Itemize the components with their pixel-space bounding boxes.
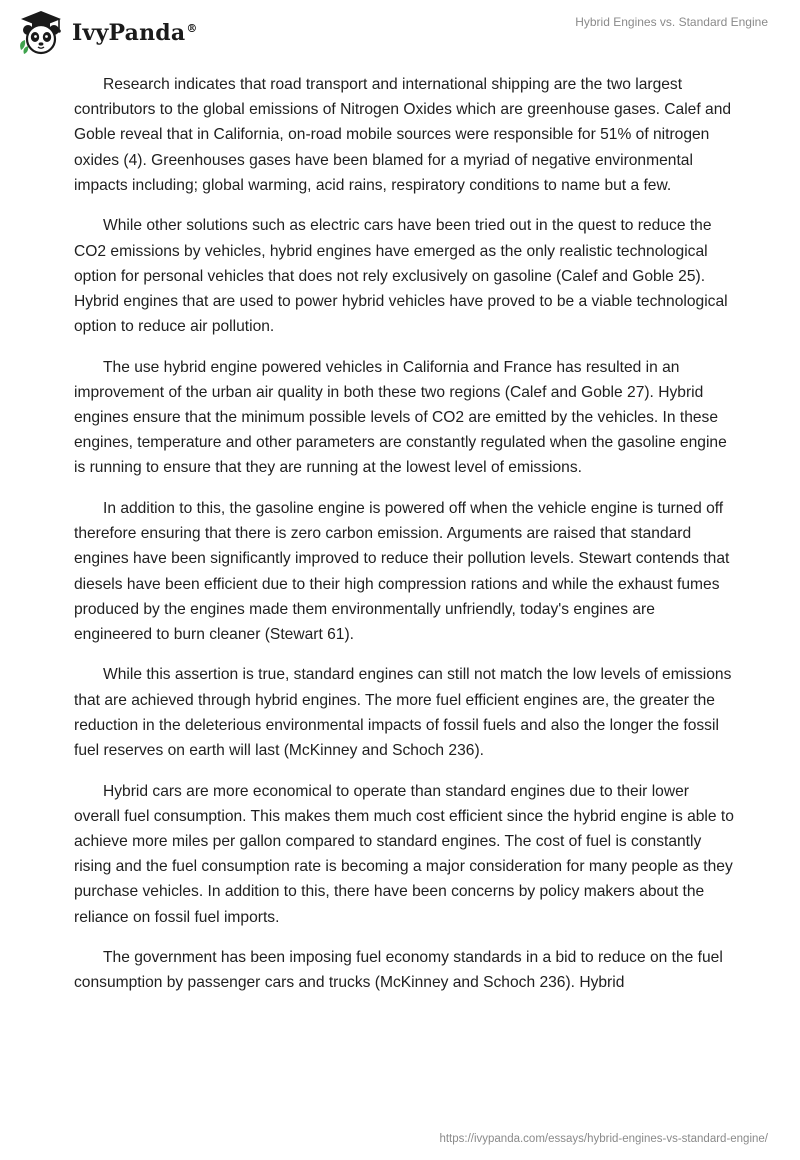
brand-name (72, 22, 198, 44)
page-header (0, 0, 800, 60)
paragraph: Research indicates that road transport and international shipping are the two largest contributors to the global emissions of Nitrogen Oxides which are greenhouse gases. Calef and Goble reveal that in California, on-road mobile sources were responsible for 51% of nitrogen oxides (4). Greenhouses gases have been blamed for a myriad of negative environmental impacts including; global warming, acid rains, respiratory conditions to name but a few. (74, 76, 732, 194)
paragraph: While this assertion is true, standard engines can still not match the low levels of emissions that are achieved through hybrid engines. The more fuel efficient engines are, the greater the reduction in the deleterious environmental impacts of fossil fuels and also the longer the fossil fuel reserves on earth will last (McKinney and Schoch 236). (74, 666, 732, 760)
paragraph: In addition to this, the gasoline engine is powered off when the vehicle engine is turned off therefore ensuring that there is zero carbon emission. Arguments are raised that standard engines have been significantly improved to reduce their pollution levels. Stewart contends that diesels have been efficient due to their high compression rations and while the exhaust fumes produced by the engines made them environmentally unfriendly, today's engines are engineered to burn cleaner (Stewart 61). (74, 499, 730, 643)
panda-graduation-cap-icon (16, 8, 66, 58)
running-title: Hybrid Engines vs. Standard Engine (575, 15, 768, 29)
paragraph: Hybrid cars are more economical to operate than standard engines due to their lower overall fuel consumption. This makes them much cost efficient since the hybrid engine is able to achieve more miles per gallon compared to standard engines. The cost of fuel is constantly rising and the fuel consumption rate is becoming a major consideration for many people as they purchase vehicles. In addition to this, there have been concerns by policy makers about the reliance on fossil fuel imports. (74, 782, 734, 926)
registered-mark: ® (186, 21, 198, 35)
paragraph: The use hybrid engine powered vehicles in California and France has resulted in an improvement of the urban air quality in both these two regions (Calef and Goble 27). Hybrid engines ensure that the minimum possible levels of CO2 are emitted by the vehicles. In these engines, temperature and other parameters are constantly regulated when the gasoline engine is running to ensure that they are running at the lowest level of emissions. (74, 358, 727, 477)
source-url-link[interactable]: https://ivypanda.com/essays/hybrid-engines-vs-standard-engine/ (439, 1133, 768, 1145)
essay-body (74, 72, 734, 1011)
paragraph: While other solutions such as electric cars have been tried out in the quest to reduce the CO2 emissions by vehicles, hybrid engines have emerged as the only realistic technological option for personal vehicles that does not rely exclusively on gasoline (Calef and Goble 25). Hybrid engines that are used to power hybrid vehicles have proved to be a viable technological option to reduce air pollution. (74, 217, 728, 336)
brand-name-text: IvyPanda (72, 20, 186, 46)
brand-logo-link[interactable] (16, 8, 198, 58)
paragraph: The government has been imposing fuel economy standards in a bid to reduce on the fuel consumption by passenger cars and trucks (McKinney and Schoch 236). Hybrid (74, 949, 723, 992)
